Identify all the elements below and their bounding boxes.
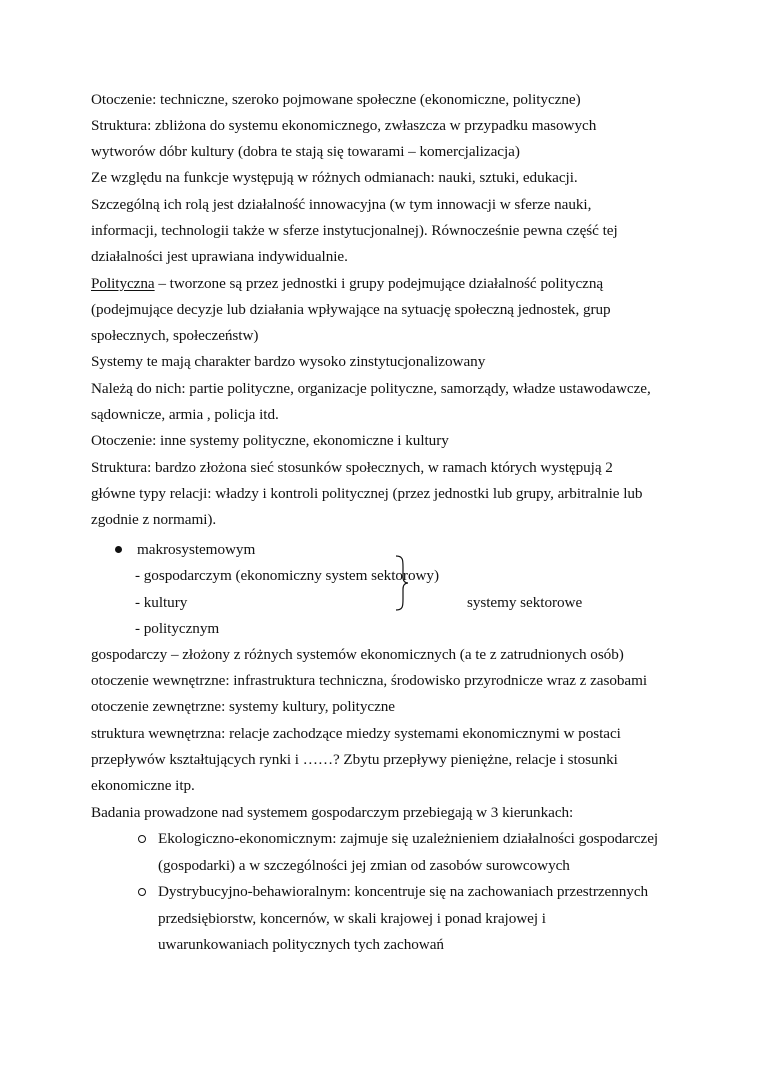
right-brace-icon <box>394 555 410 611</box>
text-line: działalności jest uprawiana indywidualnie. <box>91 248 348 265</box>
circle-bullet-icon <box>138 888 146 896</box>
text-line: Struktura: zbliżona do systemu ekonomicznego, zwłaszcza w przypadku masowych <box>91 117 597 134</box>
text-line: sądownicze, armia , policja itd. <box>91 406 279 423</box>
text-line <box>91 274 603 294</box>
section-term-definition: – tworzone są przez jednostki i grupy podejmujące działalność polityczną <box>154 275 604 292</box>
brace-label: systemy sektorowe <box>467 594 583 611</box>
text-line: ekonomiczne itp. <box>91 777 195 794</box>
section-term: Polityczna <box>91 275 155 292</box>
list-subitem: - politycznym <box>135 620 220 637</box>
text-line: Badania prowadzone nad systemem gospodarczym przebiegają w 3 kierunkach: <box>91 804 574 821</box>
text-line: (podejmujące decyzje lub działania wpływające na sytuację społeczną jednostek, grup <box>91 301 611 318</box>
text-line: Struktura: bardzo złożona sieć stosunków społecznych, w ramach których występują 2 <box>91 459 613 476</box>
text-line: wytworów dóbr kultury (dobra te stają się towarami – komercjalizacja) <box>91 143 520 160</box>
text-line: struktura wewnętrzna: relacje zachodzące miedzy systemami ekonomicznymi w postaci <box>91 725 621 742</box>
text-line: informacji, technologii także w sferze instytucjonalnej). Równocześnie pewna część tej <box>91 222 618 239</box>
text-line: społecznych, społeczeństw) <box>91 327 259 344</box>
text-line: zgodnie z normami). <box>91 511 217 528</box>
text-line: otoczenie zewnętrzne: systemy kultury, polityczne <box>91 698 395 715</box>
bullet-icon <box>115 546 122 553</box>
text-line: przepływów kształtujących rynki i ……? Zbytu przepływy pieniężne, relacje i stosunki <box>91 751 618 768</box>
list-item-continuation: przedsiębiorstw, koncernów, w skali krajowej i ponad krajowej i <box>158 910 546 927</box>
list-item: makrosystemowym <box>137 541 256 558</box>
text-line: otoczenie wewnętrzne: infrastruktura techniczna, środowisko przyrodnicze wraz z zasobami <box>91 672 648 689</box>
text-line: Otoczenie: inne systemy polityczne, ekonomiczne i kultury <box>91 432 449 449</box>
text-line: Otoczenie: techniczne, szeroko pojmowane społeczne (ekonomiczne, polityczne) <box>91 91 581 108</box>
list-item: Ekologiczno-ekonomicznym: zajmuje się uzależnieniem działalności gospodarczej <box>158 830 659 847</box>
text-line: Ze względu na funkcje występują w różnych odmianach: nauki, sztuki, edukacji. <box>91 169 578 186</box>
list-item-continuation: (gospodarki) a w szczególności jej zmian od zasobów surowcowych <box>158 857 570 874</box>
list-item-continuation: uwarunkowaniach politycznych tych zachowań <box>158 936 444 953</box>
text-line: gospodarczy – złożony z różnych systemów ekonomicznych (a te z zatrudnionych osób) <box>91 646 624 663</box>
circle-bullet-icon <box>138 835 146 843</box>
text-line: Systemy te mają charakter bardzo wysoko zinstytucjonalizowany <box>91 353 486 370</box>
text-line: Należą do nich: partie polityczne, organizacje polityczne, samorządy, władze ustawodawcze, <box>91 380 651 397</box>
text-line: Szczególną ich rolą jest działalność innowacyjna (w tym innowacji w sferze nauki, <box>91 196 592 213</box>
list-subitem: - kultury <box>135 594 188 611</box>
text-line: główne typy relacji: władzy i kontroli politycznej (przez jednostki lub grupy, arbitralnie lub <box>91 485 643 502</box>
list-item: Dystrybucyjno-behawioralnym: koncentruje się na zachowaniach przestrzennych <box>158 883 649 900</box>
list-subitem: - gospodarczym (ekonomiczny system sektorowy) <box>135 567 439 584</box>
